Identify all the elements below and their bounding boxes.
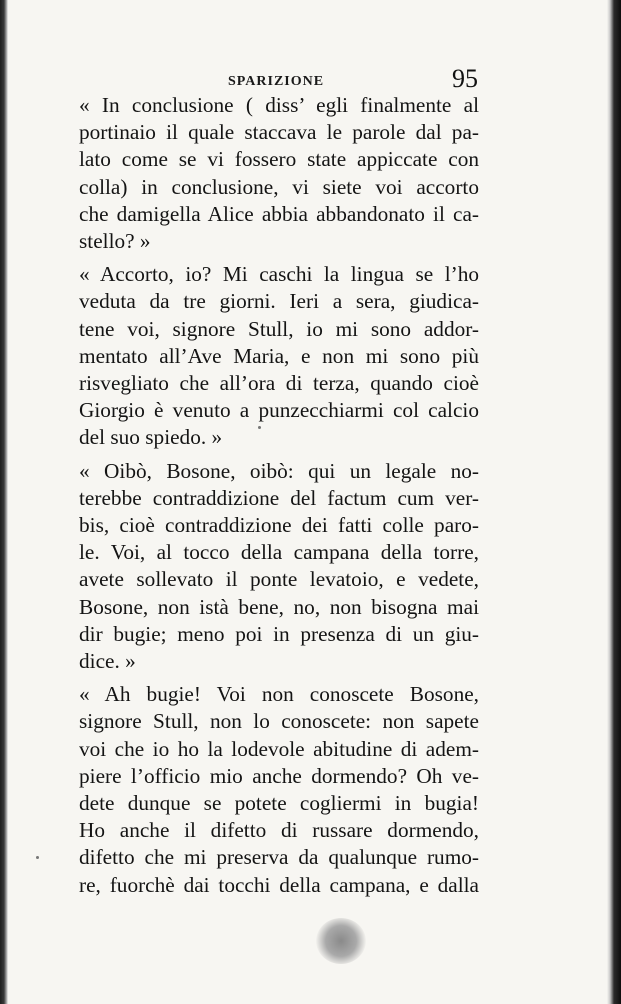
text-line: dete dunque se potete cogliermi in bugia! xyxy=(79,791,479,816)
text-line: piere l’officio mio anche dormendo? Oh ve- xyxy=(79,763,479,788)
page-right-edge xyxy=(607,0,621,1004)
text-line: Giorgio è venuto a punzecchiarmi col calcio xyxy=(79,398,479,423)
text-line: dir bugie; meno poi in presenza di un giu- xyxy=(79,621,479,646)
text-line: risvegliato che all’ora di terza, quando cioè xyxy=(79,371,479,396)
text-line: signore Stull, non lo conoscete: non sapete xyxy=(79,709,479,734)
page-left-gutter xyxy=(0,0,8,1004)
ink-smudge xyxy=(316,918,366,964)
text-line: bis, cioè contraddizione dei fatti colle paro- xyxy=(79,513,479,538)
text-line: Ho anche il difetto di russare dormendo, xyxy=(79,818,479,843)
paragraph-4 xyxy=(79,681,479,899)
running-head: SPARIZIONE xyxy=(228,74,325,89)
text-line: « Accorto, io? Mi caschi la lingua se l’ho xyxy=(79,262,479,287)
text-line: colla) in conclusione, vi siete voi accorto xyxy=(79,174,479,199)
text-line: re, fuorchè dai tocchi della campana, e dalla xyxy=(79,872,479,897)
text-line: che damigella Alice abbia abbandonato il ca- xyxy=(79,201,479,226)
text-line: voi che io ho la lodevole abitudine di adem- xyxy=(79,736,479,761)
text-line: lato come se vi fossero state appiccate con xyxy=(79,147,479,172)
text-line: stello? » xyxy=(79,229,151,254)
paragraph-3 xyxy=(79,458,479,676)
page-number: 95 xyxy=(452,64,478,93)
text-line: tene voi, signore Stull, io mi sono addor- xyxy=(79,316,479,341)
text-line: mentato all’Ave Maria, e non mi sono più xyxy=(79,343,479,368)
text-line: « In conclusione ( diss’ egli finalmente al xyxy=(79,93,479,117)
text-line: Bosone, non istà bene, no, non bisogna mai xyxy=(79,594,479,619)
text-line: « Oibò, Bosone, oibò: qui un legale no- xyxy=(79,458,479,483)
paragraph-2 xyxy=(79,261,479,451)
text-line: dice. » xyxy=(79,649,136,674)
paper-speck xyxy=(36,856,39,859)
paragraph-1 xyxy=(79,92,479,255)
text-line: avete sollevato il ponte levatoio, e vedete, xyxy=(79,567,479,592)
text-line: del suo spiedo. » xyxy=(79,425,223,450)
text-line: veduta da tre giorni. Ieri a sera, giudica- xyxy=(79,289,479,314)
body-text xyxy=(79,92,479,905)
paper-speck xyxy=(258,426,261,429)
text-line: portinaio il quale staccava le parole dal pa- xyxy=(79,120,479,145)
text-line: terebbe contraddizione del factum cum ver- xyxy=(79,485,479,510)
text-line: le. Voi, al tocco della campana della torre, xyxy=(79,540,479,565)
text-line: difetto che mi preserva da qualunque rumo- xyxy=(79,845,479,870)
text-line: « Ah bugie! Voi non conoscete Bosone, xyxy=(79,682,479,707)
